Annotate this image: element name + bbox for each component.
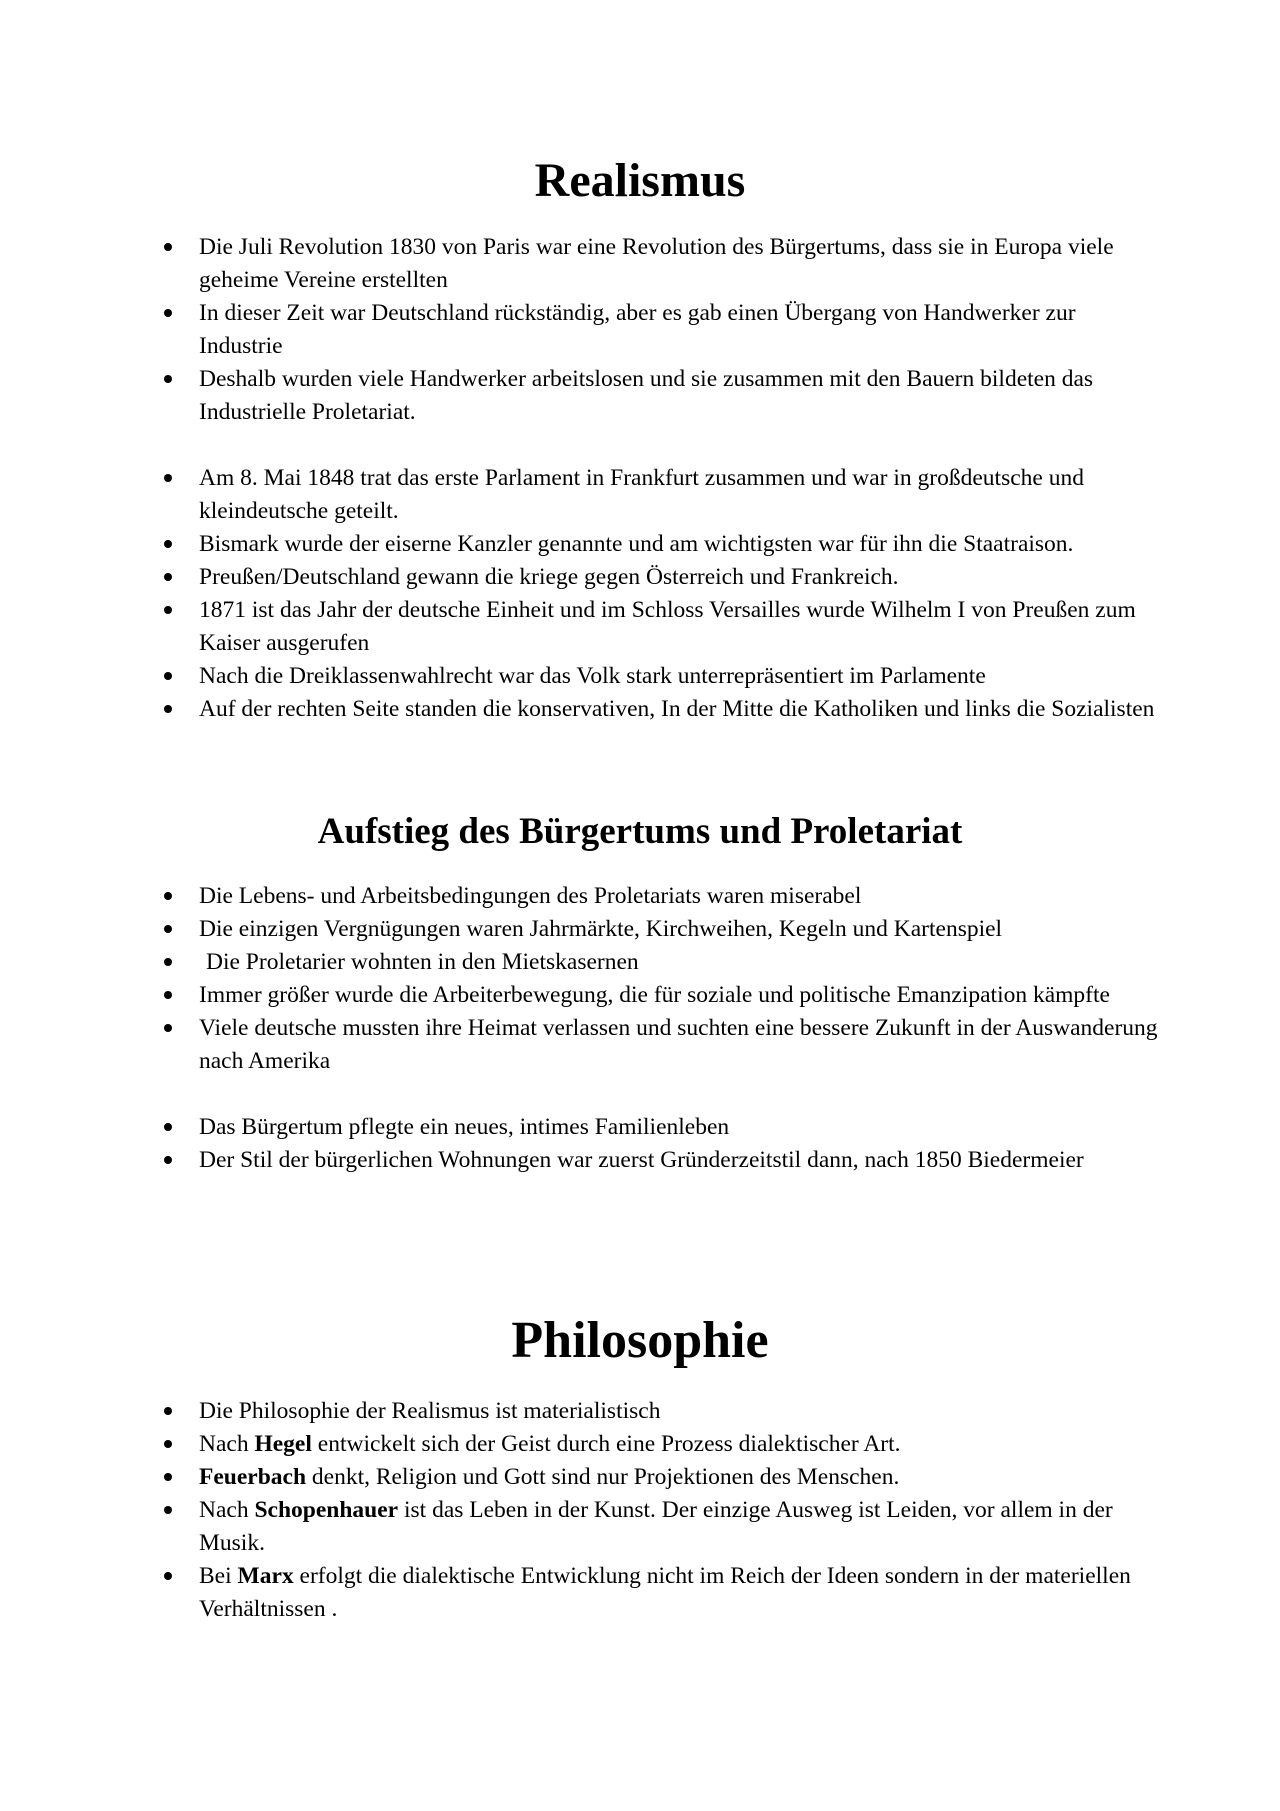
realismus-list <box>160 231 1160 726</box>
list-item: Die einzigen Vergnügungen waren Jahrmärkte, Kirchweihen, Kegeln und Kartenspiel <box>160 913 1160 946</box>
list-item: Das Bürgertum pflegte ein neues, intimes Familienleben <box>160 1111 1160 1144</box>
list-item: Nach die Dreiklassenwahlrecht war das Volk stark unterrepräsentiert im Parlamente <box>160 660 1160 693</box>
list-item: Nach Hegel entwickelt sich der Geist durch eine Prozess dialektischer Art. <box>160 1428 1160 1461</box>
list-item: Bei Marx erfolgt die dialektische Entwicklung nicht im Reich der Ideen sondern in der materiellen Verhältnissen . <box>160 1560 1160 1626</box>
list-item: Viele deutsche mussten ihre Heimat verlassen und suchten eine bessere Zukunft in der Auswanderung nach Amerika <box>160 1012 1160 1078</box>
heading-philosophie: Philosophie <box>511 1312 769 1369</box>
list-item: Der Stil der bürgerlichen Wohnungen war zuerst Gründerzeitstil dann, nach 1850 Biedermeier <box>160 1144 1160 1177</box>
list-item: Die Philosophie der Realismus ist materialistisch <box>160 1395 1160 1428</box>
list-item: Auf der rechten Seite standen die konservativen, In der Mitte die Katholiken und links die Sozialisten <box>160 693 1160 726</box>
list-item: Die Proletarier wohnten in den Mietskasernen <box>160 946 1160 979</box>
heading-realismus: Realismus <box>534 154 746 207</box>
name-schopenhauer: Schopenhauer <box>254 1497 399 1523</box>
list-item: Am 8. Mai 1848 trat das erste Parlament in Frankfurt zusammen und war in großdeutsche und kleindeutsche geteilt. <box>160 462 1160 528</box>
philosophie-list <box>160 1395 1160 1626</box>
list-item: Immer größer wurde die Arbeiterbewegung, die für soziale und politische Emanzipation kämpfte <box>160 979 1160 1012</box>
heading-aufstieg: Aufstieg des Bürgertums und Proletariat <box>317 811 963 852</box>
list-item: In dieser Zeit war Deutschland rückständig, aber es gab einen Übergang von Handwerker zur Industrie <box>160 297 1160 363</box>
list-item: Feuerbach denkt, Religion und Gott sind nur Projektionen des Menschen. <box>160 1461 1160 1494</box>
name-feuerbach: Feuerbach <box>199 1464 307 1490</box>
list-item: Deshalb wurden viele Handwerker arbeitslosen und sie zusammen mit den Bauern bildeten das Industrielle Proletariat. <box>160 363 1160 429</box>
list-item: Bismark wurde der eiserne Kanzler genannte und am wichtigsten war für ihn die Staatraison. <box>160 528 1160 561</box>
list-item: Nach Schopenhauer ist das Leben in der Kunst. Der einzige Ausweg ist Leiden, vor allem in der Musik. <box>160 1494 1160 1560</box>
name-hegel: Hegel <box>254 1431 312 1457</box>
aufstieg-list <box>160 880 1160 1177</box>
name-marx: Marx <box>237 1563 294 1589</box>
list-item: 1871 ist das Jahr der deutsche Einheit und im Schloss Versailles wurde Wilhelm I von Preußen zum Kaiser ausgerufen <box>160 594 1160 660</box>
list-item: Die Juli Revolution 1830 von Paris war eine Revolution des Bürgertums, dass sie in Europa viele geheime Vereine erstellten <box>160 231 1160 297</box>
list-item: Die Lebens- und Arbeitsbedingungen des Proletariats waren miserabel <box>160 880 1160 913</box>
list-item: Preußen/Deutschland gewann die kriege gegen Österreich und Frankreich. <box>160 561 1160 594</box>
